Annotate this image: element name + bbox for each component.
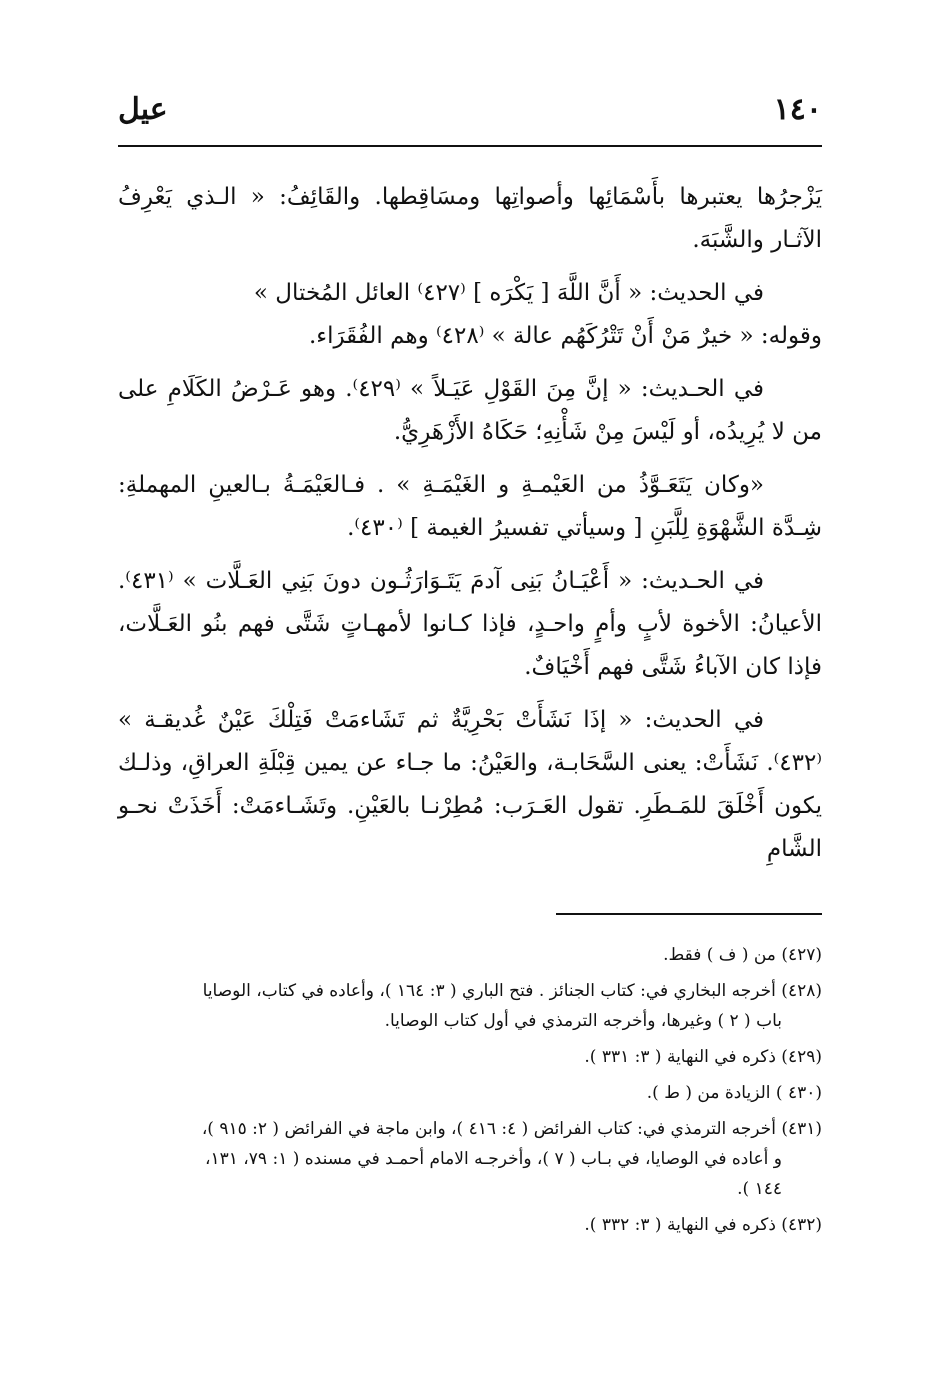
footnote-428-line2: باب ( ٢ ) وغيرها، وأخرجه الترمذي في أول كتاب الوصايا. xyxy=(384,1011,782,1031)
footnote-428-line1: (٤٢٨) أخرجه البخاري في: كتاب الجنائز . فتح الباري ( ٣: ١٦٤ )، وأعاده في كتاب، الوصايا xyxy=(202,981,822,1001)
paragraph-ayma: «وكان يَتَعَـوَّذُ من العَيْمـةِ و الغَيْمَـةِ » . فـالعَيْمَـةُ بـالعينِ المهملةِ: شِـدَّة الشَّهْوَةِ لِلَّبَنِ [ وسيأتي تفسيرُ الغيمة ] ⁽٤٣٠⁾. xyxy=(118,472,822,541)
paragraph-ayal: في الحـديث: « إنَّ مِنَ القَوْلِ عَيَـلاً » ⁽٤٢٩⁾. وهو عَـرْضُ الكَلَامِ على من لا يُرِيدُه، أو لَيْسَ مِنْ شَأْنِهِ؛ حَكَاهُ الأَزْهَرِيُّ. xyxy=(118,376,822,445)
paragraph-hadith-mukhtal: في الحديث: « أَنَّ اللَّهَ [ يَكْرَه ] ⁽٤٢٧⁾ العائل المُختال » xyxy=(253,280,764,306)
footnote-431-line2: و أعاده في الوصايا، في بـاب ( ٧ )، وأخرجـه الامام أحمـد في مسنده ( ١: ٧٩، ١٣١، xyxy=(204,1149,782,1169)
footnote-430: (٤٣٠ ) الزيادة من ( ط ). xyxy=(646,1083,822,1103)
running-head xyxy=(118,88,822,132)
main-text xyxy=(118,176,822,881)
section-heading: عيل xyxy=(118,92,168,127)
footnote-431-line3: ١٤٤ ). xyxy=(737,1179,782,1199)
footnote-431 xyxy=(118,1114,822,1204)
footnote-431-line1: (٤٣١) أخرجه الترمذي في: كتاب الفرائض ( ٤: ٤١٦ )، وابن ماجة في الفرائض ( ٢: ٩١٥ )، xyxy=(201,1119,822,1139)
paragraph-qaif: يَزْجرُها يعتبرها بأَسْمَائِها وأصواتِها ومسَاقِطها. والقَائِفُ: « الـذي يَعْرِفُ الآثـار والشَّبَهَ. xyxy=(118,184,822,253)
footnote-429: (٤٢٩) ذكره في النهاية ( ٣: ٣٣١ ). xyxy=(584,1047,822,1067)
footnotes xyxy=(118,940,822,1246)
header-rule xyxy=(118,145,822,147)
paragraph-alah: وقوله: « خيرٌ مَنْ أَنْ تَتْرُكَهُم عالة » ⁽٤٢٨⁾ وهم الفُقَرَاء. xyxy=(308,323,822,349)
footnote-428 xyxy=(118,976,822,1036)
footnote-427: (٤٢٧) من ( ف ) فقط. xyxy=(663,945,822,965)
footnote-rule xyxy=(556,913,822,915)
footnote-432: (٤٣٢) ذكره في النهاية ( ٣: ٣٣٢ ). xyxy=(584,1215,822,1235)
page-number: ١٤٠ xyxy=(773,92,822,127)
paragraph-ayn-ghudayqa: في الحديث: « إذَا نَشَأَتْ بَحْرِيَّةٌ ثم تَشَاءمَتْ فَتِلْكَ عَيْنٌ غُديقـة » ⁽٤٣٢⁾. نَشَأَتْ: يعنى السَّحَابـة، والعَيْنُ: ما جـاء عن يمين قِبْلَةِ العراقِ، وذلـك يكون أَخْلَقَ للمَـطَرِ. تقول العَـرَب: مُطِرْنـا بالعَيْنِ. وتَشَـاءمَتْ: أَخَذَتْ نحـو الشَّامِ xyxy=(118,707,822,862)
paragraph-ayan: في الحـديث: « أَعْيَـانُ بَنِى آدمَ يَتَـوَارَثُـون دونَ بَنِي العَـلَّات » ⁽٤٣١⁾. الأعيانُ: الأخوة لأبٍ وأمٍ واحـدٍ، فإذا كـانوا لأمهـاتٍ شَتَّى فهم بنُو العَـلَّات، فإذا كان الآباءُ شَتَّى فهم أَخْيَافٌ. xyxy=(118,568,822,680)
